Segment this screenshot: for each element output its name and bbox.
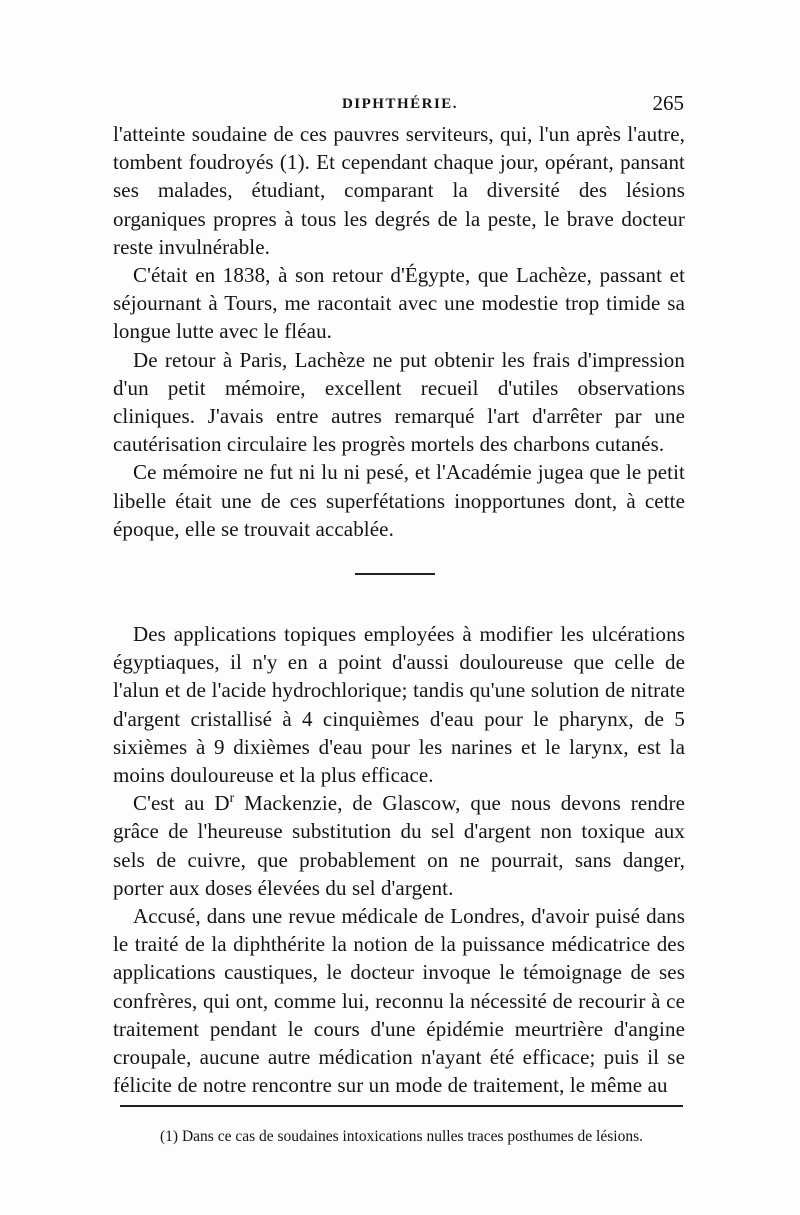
paragraph: l'atteinte soudaine de ces pauvres serviteurs, qui, l'un après l'autre, tombent foudroyés (1). Et cependant chaque jour, opérant, pansant ses malades, étudiant, comparant la diversité des lésions organiques propres à tous les degrés de la peste, le brave docteur reste invulnérable.: [113, 122, 685, 259]
section-separator: [355, 573, 435, 575]
paragraph: Accusé, dans une revue médicale de Londres, d'avoir puisé dans le traité de la diphthérite la notion de la puissance médicatrice des applications caustiques, le docteur invoque le témoignage de ses confrères, qui ont, comme lui, reconnu la nécessité de recourir à ce traitement pendant le cours d'une épidémie meurtrière d'angine croupale, aucune autre médication n'ayant été efficace; puis il se félicite de notre rencontre sur un mode de traitement, le même au: [113, 904, 685, 1098]
running-title: DIPHTHÉRIE.: [341, 96, 459, 112]
page-number: 265: [652, 91, 684, 115]
paragraph: Ce mémoire ne fut ni lu ni pesé, et l'Académie jugea que le petit libelle était une de ces superfétations inopportunes dont, à cette époque, elle se trouvait accablée.: [113, 460, 685, 541]
section-1: [113, 120, 685, 543]
footnote: (1) Dans ce cas de soudaines intoxications nulles traces posthumes de lésions.: [160, 1128, 643, 1145]
section-2: [113, 620, 685, 1099]
paragraph: De retour à Paris, Lachèze ne put obtenir les frais d'impression d'un petit mémoire, excellent recueil d'utiles observations cliniques. J'avais entre autres remarqué l'art d'arrêter par une cautérisation circulaire les progrès mortels des charbons cutanés.: [113, 347, 685, 457]
paragraph: [113, 789, 685, 902]
paragraph-text-rest: Mackenzie, de Glascow, que nous devons rendre grâce de l'heureuse substitution du sel d'argent non toxique aux sels de cuivre, que probablement on ne pourrait, sans danger, porter aux doses élevées du sel d'argent.: [113, 791, 685, 900]
paragraph: C'était en 1838, à son retour d'Égypte, que Lachèze, passant et séjournant à Tours, me racontait avec une modestie trop timide sa longue lutte avec le fléau.: [113, 263, 685, 344]
paragraph: Des applications topiques employées à modifier les ulcérations égyptiaques, il n'y en a point d'aussi douloureuse que celle de l'alun et de l'acide hydrochlorique; tandis qu'une solution de nitrate d'argent cristallisé à 4 cinquièmes d'eau pour le pharynx, de 5 sixièmes à 9 dixièmes d'eau pour les narines et le larynx, est la moins douloureuse et la plus efficace.: [113, 622, 685, 788]
paragraph-text-start: C'est au D: [133, 791, 230, 816]
superscript: r: [229, 790, 235, 806]
footnote-rule: [120, 1105, 683, 1107]
